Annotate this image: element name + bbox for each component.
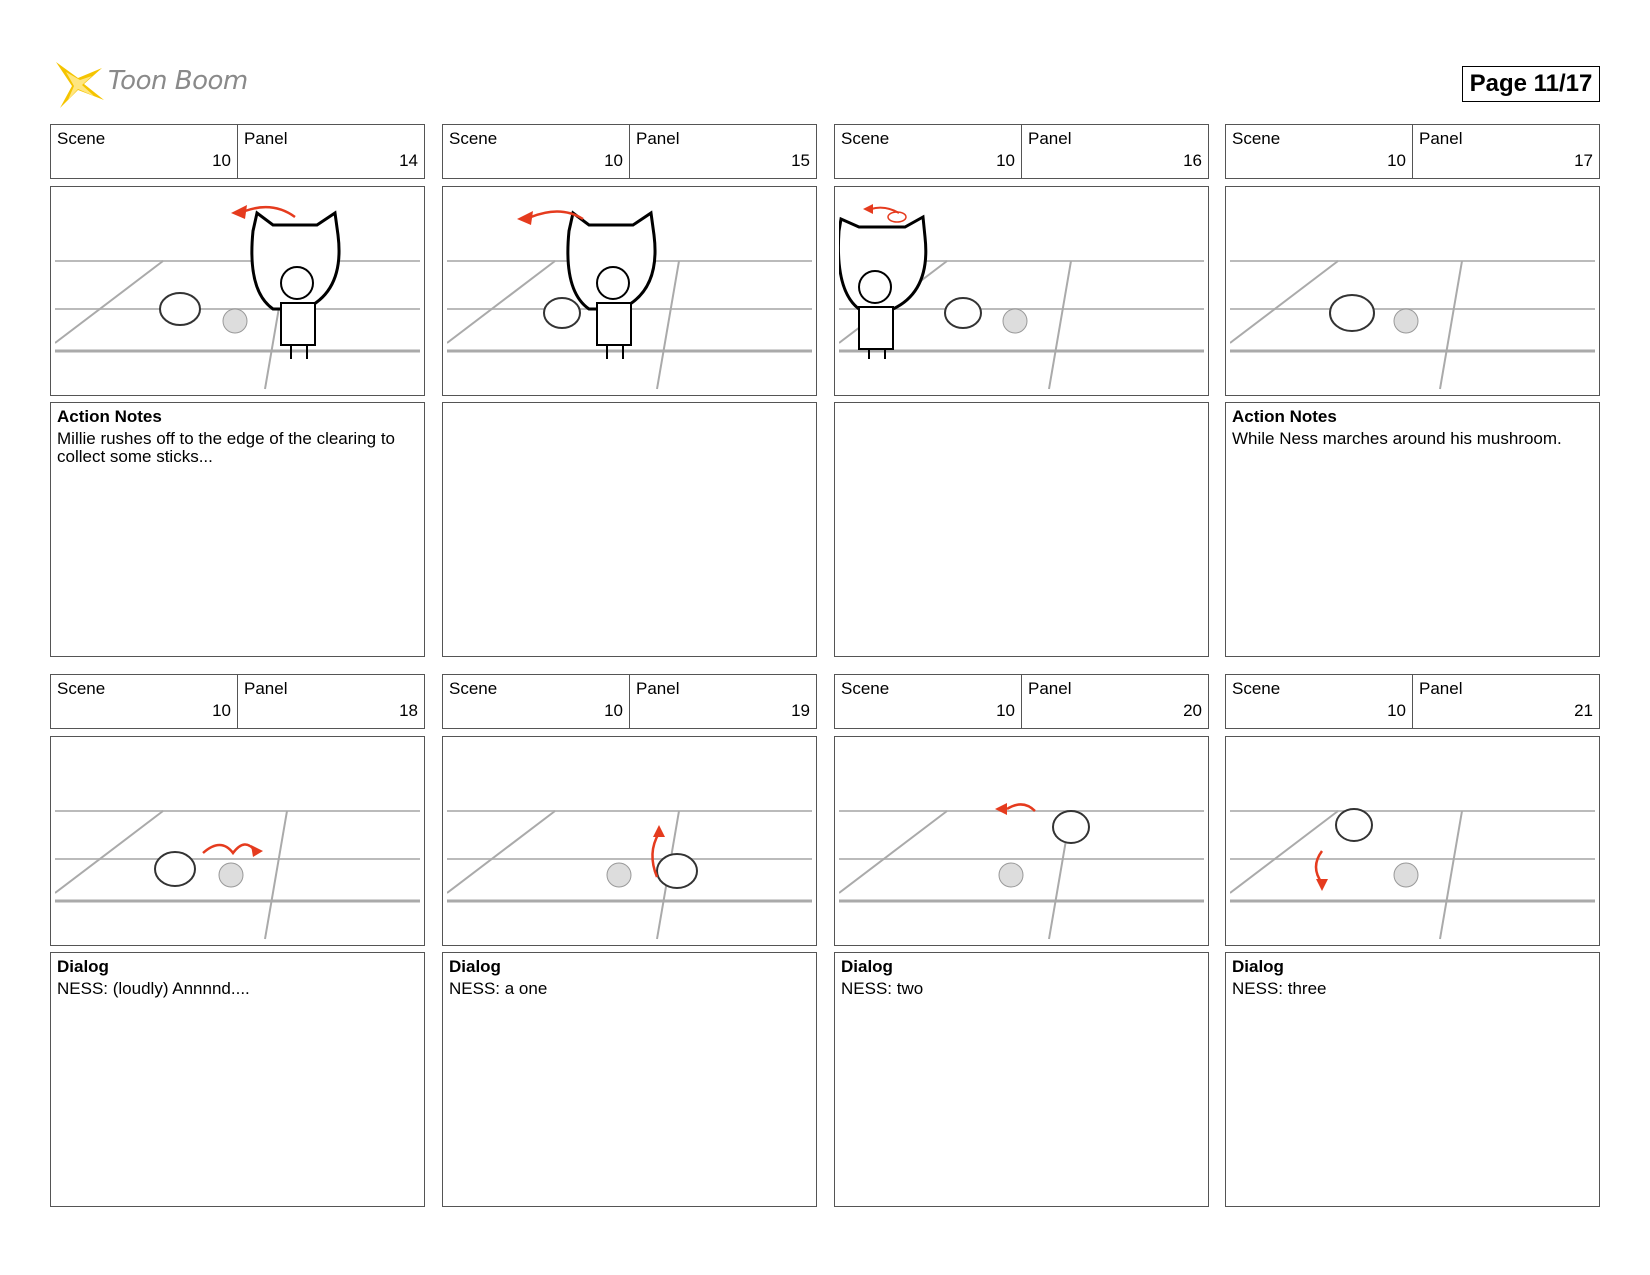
scene-label: Scene bbox=[57, 129, 106, 148]
notes-text: While Ness marches around his mushroom. bbox=[1232, 429, 1562, 448]
notes-text: Millie rushes off to the edge of the clearing to collect some sticks... bbox=[57, 429, 395, 466]
scene-label: Scene bbox=[841, 679, 890, 698]
notes-box bbox=[834, 402, 1209, 657]
notes-box bbox=[1225, 952, 1600, 1207]
scene-number: 10 bbox=[1387, 151, 1406, 170]
scene-number: 10 bbox=[604, 701, 623, 720]
panel-header bbox=[442, 674, 817, 729]
panel-sketch bbox=[442, 736, 817, 946]
panel-number: 21 bbox=[1574, 701, 1593, 720]
panel-label: Panel bbox=[1419, 129, 1463, 148]
notes-box bbox=[834, 952, 1209, 1207]
panel-sketch bbox=[1225, 186, 1600, 396]
notes-text: NESS: two bbox=[841, 979, 924, 998]
scene-number: 10 bbox=[996, 701, 1015, 720]
scene-number: 10 bbox=[212, 151, 231, 170]
notes-box bbox=[442, 402, 817, 657]
notes-label: Dialog bbox=[1232, 957, 1284, 976]
notes-label: Dialog bbox=[449, 957, 501, 976]
scene-number: 10 bbox=[1387, 701, 1406, 720]
notes-text: NESS: a one bbox=[449, 979, 548, 998]
page-number: Page 11/17 bbox=[1462, 66, 1600, 102]
panel-number: 17 bbox=[1574, 151, 1593, 170]
panel-sketch bbox=[50, 186, 425, 396]
panel-header bbox=[50, 674, 425, 729]
scene-number: 10 bbox=[212, 701, 231, 720]
panel-sketch bbox=[1225, 736, 1600, 946]
panel-label: Panel bbox=[1028, 129, 1072, 148]
scene-label: Scene bbox=[449, 129, 498, 148]
notes-box bbox=[442, 952, 817, 1207]
notes-box bbox=[50, 402, 425, 657]
scene-label: Scene bbox=[57, 679, 106, 698]
scene-label: Scene bbox=[1232, 129, 1281, 148]
panel-header bbox=[50, 124, 425, 179]
panel-sketch bbox=[834, 736, 1209, 946]
panel-sketch bbox=[442, 186, 817, 396]
notes-text: NESS: (loudly) Annnnd.... bbox=[57, 979, 250, 998]
scene-label: Scene bbox=[841, 129, 890, 148]
panel-number: 18 bbox=[399, 701, 418, 720]
panel-number: 19 bbox=[791, 701, 810, 720]
panel-sketch bbox=[50, 736, 425, 946]
panel-label: Panel bbox=[636, 679, 680, 698]
scene-label: Scene bbox=[1232, 679, 1281, 698]
notes-label: Dialog bbox=[57, 957, 109, 976]
panel-label: Panel bbox=[1419, 679, 1463, 698]
panel-header bbox=[1225, 124, 1600, 179]
panel-number: 20 bbox=[1183, 701, 1202, 720]
panel-label: Panel bbox=[636, 129, 680, 148]
panel-number: 15 bbox=[791, 151, 810, 170]
panel-header bbox=[834, 674, 1209, 729]
notes-label: Dialog bbox=[841, 957, 893, 976]
toon-boom-logo bbox=[52, 58, 252, 110]
notes-box bbox=[1225, 402, 1600, 657]
notes-label: Action Notes bbox=[57, 407, 162, 426]
scene-number: 10 bbox=[604, 151, 623, 170]
panel-sketch bbox=[834, 186, 1209, 396]
panel-header bbox=[834, 124, 1209, 179]
scene-number: 10 bbox=[996, 151, 1015, 170]
brand-name: Toon Boom bbox=[108, 66, 248, 96]
panel-header bbox=[442, 124, 817, 179]
starburst-logo-icon bbox=[52, 58, 106, 110]
panel-number: 16 bbox=[1183, 151, 1202, 170]
panel-label: Panel bbox=[1028, 679, 1072, 698]
panel-header bbox=[1225, 674, 1600, 729]
panel-label: Panel bbox=[244, 129, 288, 148]
panel-number: 14 bbox=[399, 151, 418, 170]
panel-label: Panel bbox=[244, 679, 288, 698]
scene-label: Scene bbox=[449, 679, 498, 698]
notes-label: Action Notes bbox=[1232, 407, 1337, 426]
notes-text: NESS: three bbox=[1232, 979, 1327, 998]
notes-box bbox=[50, 952, 425, 1207]
